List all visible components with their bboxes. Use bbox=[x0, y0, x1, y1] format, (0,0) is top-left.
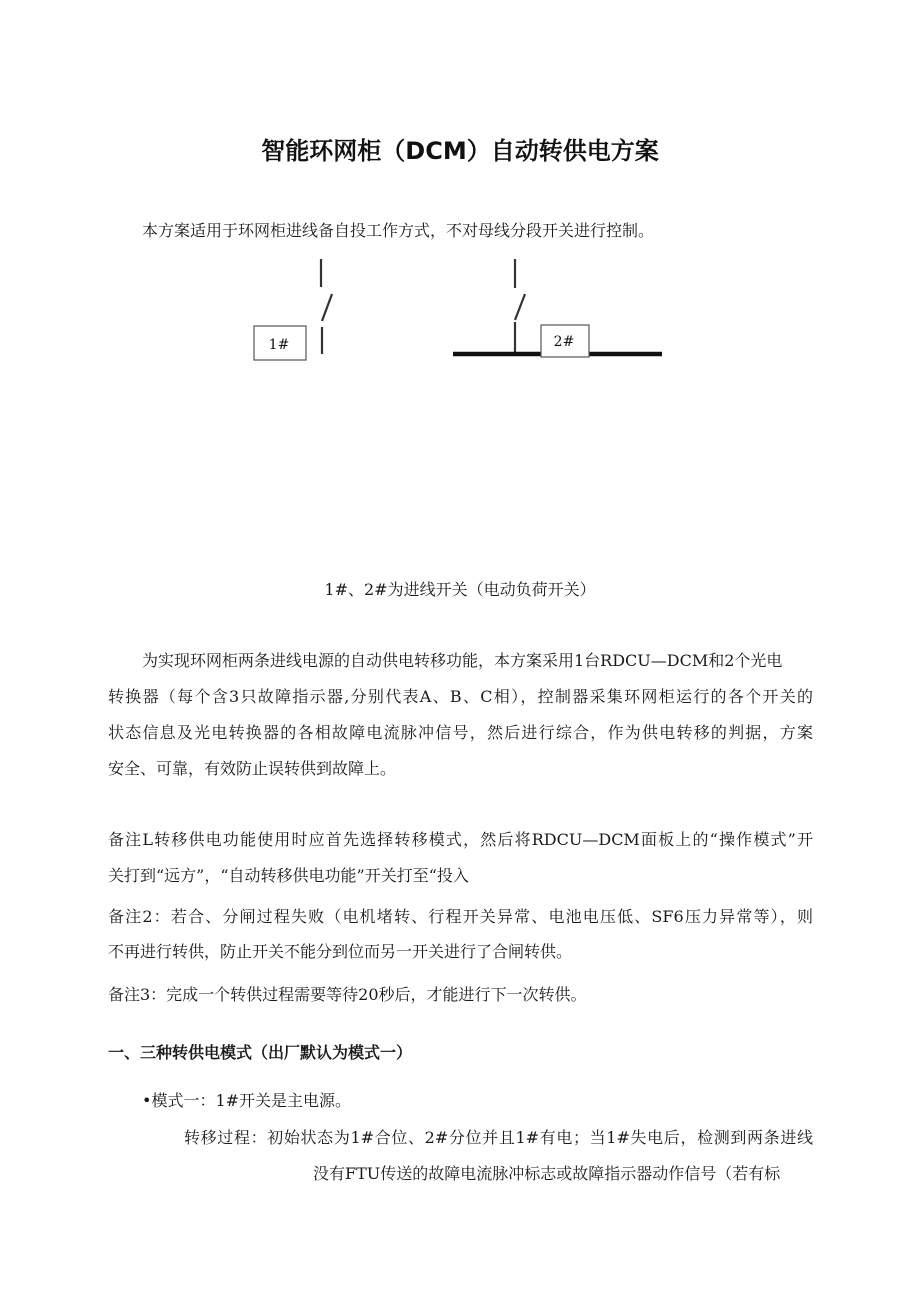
switch-1-blade bbox=[322, 294, 332, 321]
transfer-process-line: 没有FTU传送的故障电流脉冲标志或故障指示器动作信号（若有标 bbox=[313, 1164, 781, 1183]
intro-paragraph: 本方案适用于环网柜进线备自投工作方式，不对母线分段开关进行控制。 bbox=[142, 221, 655, 240]
diagram-caption: 1#、2#为进线开关（电动负荷开关） bbox=[324, 580, 596, 599]
paragraph-1-line: 安全、可靠，有效防止误转供到故障上。 bbox=[108, 759, 397, 778]
paragraph-1-line: 状态信息及光电转换器的各相故障电流脉冲信号，然后进行综合，作为供电转移的判据，方案 bbox=[108, 723, 813, 742]
mode-1-item: •模式一：1#开关是主电源。 bbox=[142, 1091, 352, 1110]
paragraph-1-line: 转换器（每个含3只故障指示器,分别代表A、B、C相），控制器采集环网柜运行的各个开关的 bbox=[108, 687, 813, 706]
section-heading: 一、三种转供电模式（出厂默认为模式一） bbox=[108, 1043, 413, 1062]
switch-2-label: 2# bbox=[553, 334, 575, 350]
page-title: 智能环网柜（DCM）自动转供电方案 bbox=[261, 137, 659, 165]
transfer-process-line: 转移过程：初始状态为1#合位、2#分位并且1#有电；当1#失电后，检测到两条进线 bbox=[184, 1128, 813, 1147]
switch-2 bbox=[515, 259, 525, 353]
switch-1 bbox=[321, 259, 332, 354]
note-line: 关打到“远方”，“自动转移供电功能”开关打至“投入 bbox=[108, 866, 469, 885]
note-line: 备注3：完成一个转供过程需要等待20秒后，才能进行下一次转供。 bbox=[108, 985, 587, 1004]
switch-diagram bbox=[0, 250, 920, 380]
note-line: 备注2：若合、分闸过程失败（电机堵转、行程开关异常、电池电压低、SF6压力异常等），则 bbox=[108, 907, 813, 926]
note-line: 备注L转移供电功能使用时应首先选择转移模式，然后将RDCU—DCM面板上的“操作模式”开 bbox=[108, 830, 813, 849]
switch-1-label: 1# bbox=[268, 337, 290, 353]
switch-2-blade bbox=[515, 294, 525, 320]
paragraph-1-line: 为实现环网柜两条进线电源的自动供电转移功能，本方案采用1台RDCU—DCM和2个光电 bbox=[142, 651, 783, 670]
note-line: 不再进行转供，防止开关不能分到位而另一开关进行了合闸转供。 bbox=[108, 942, 573, 961]
